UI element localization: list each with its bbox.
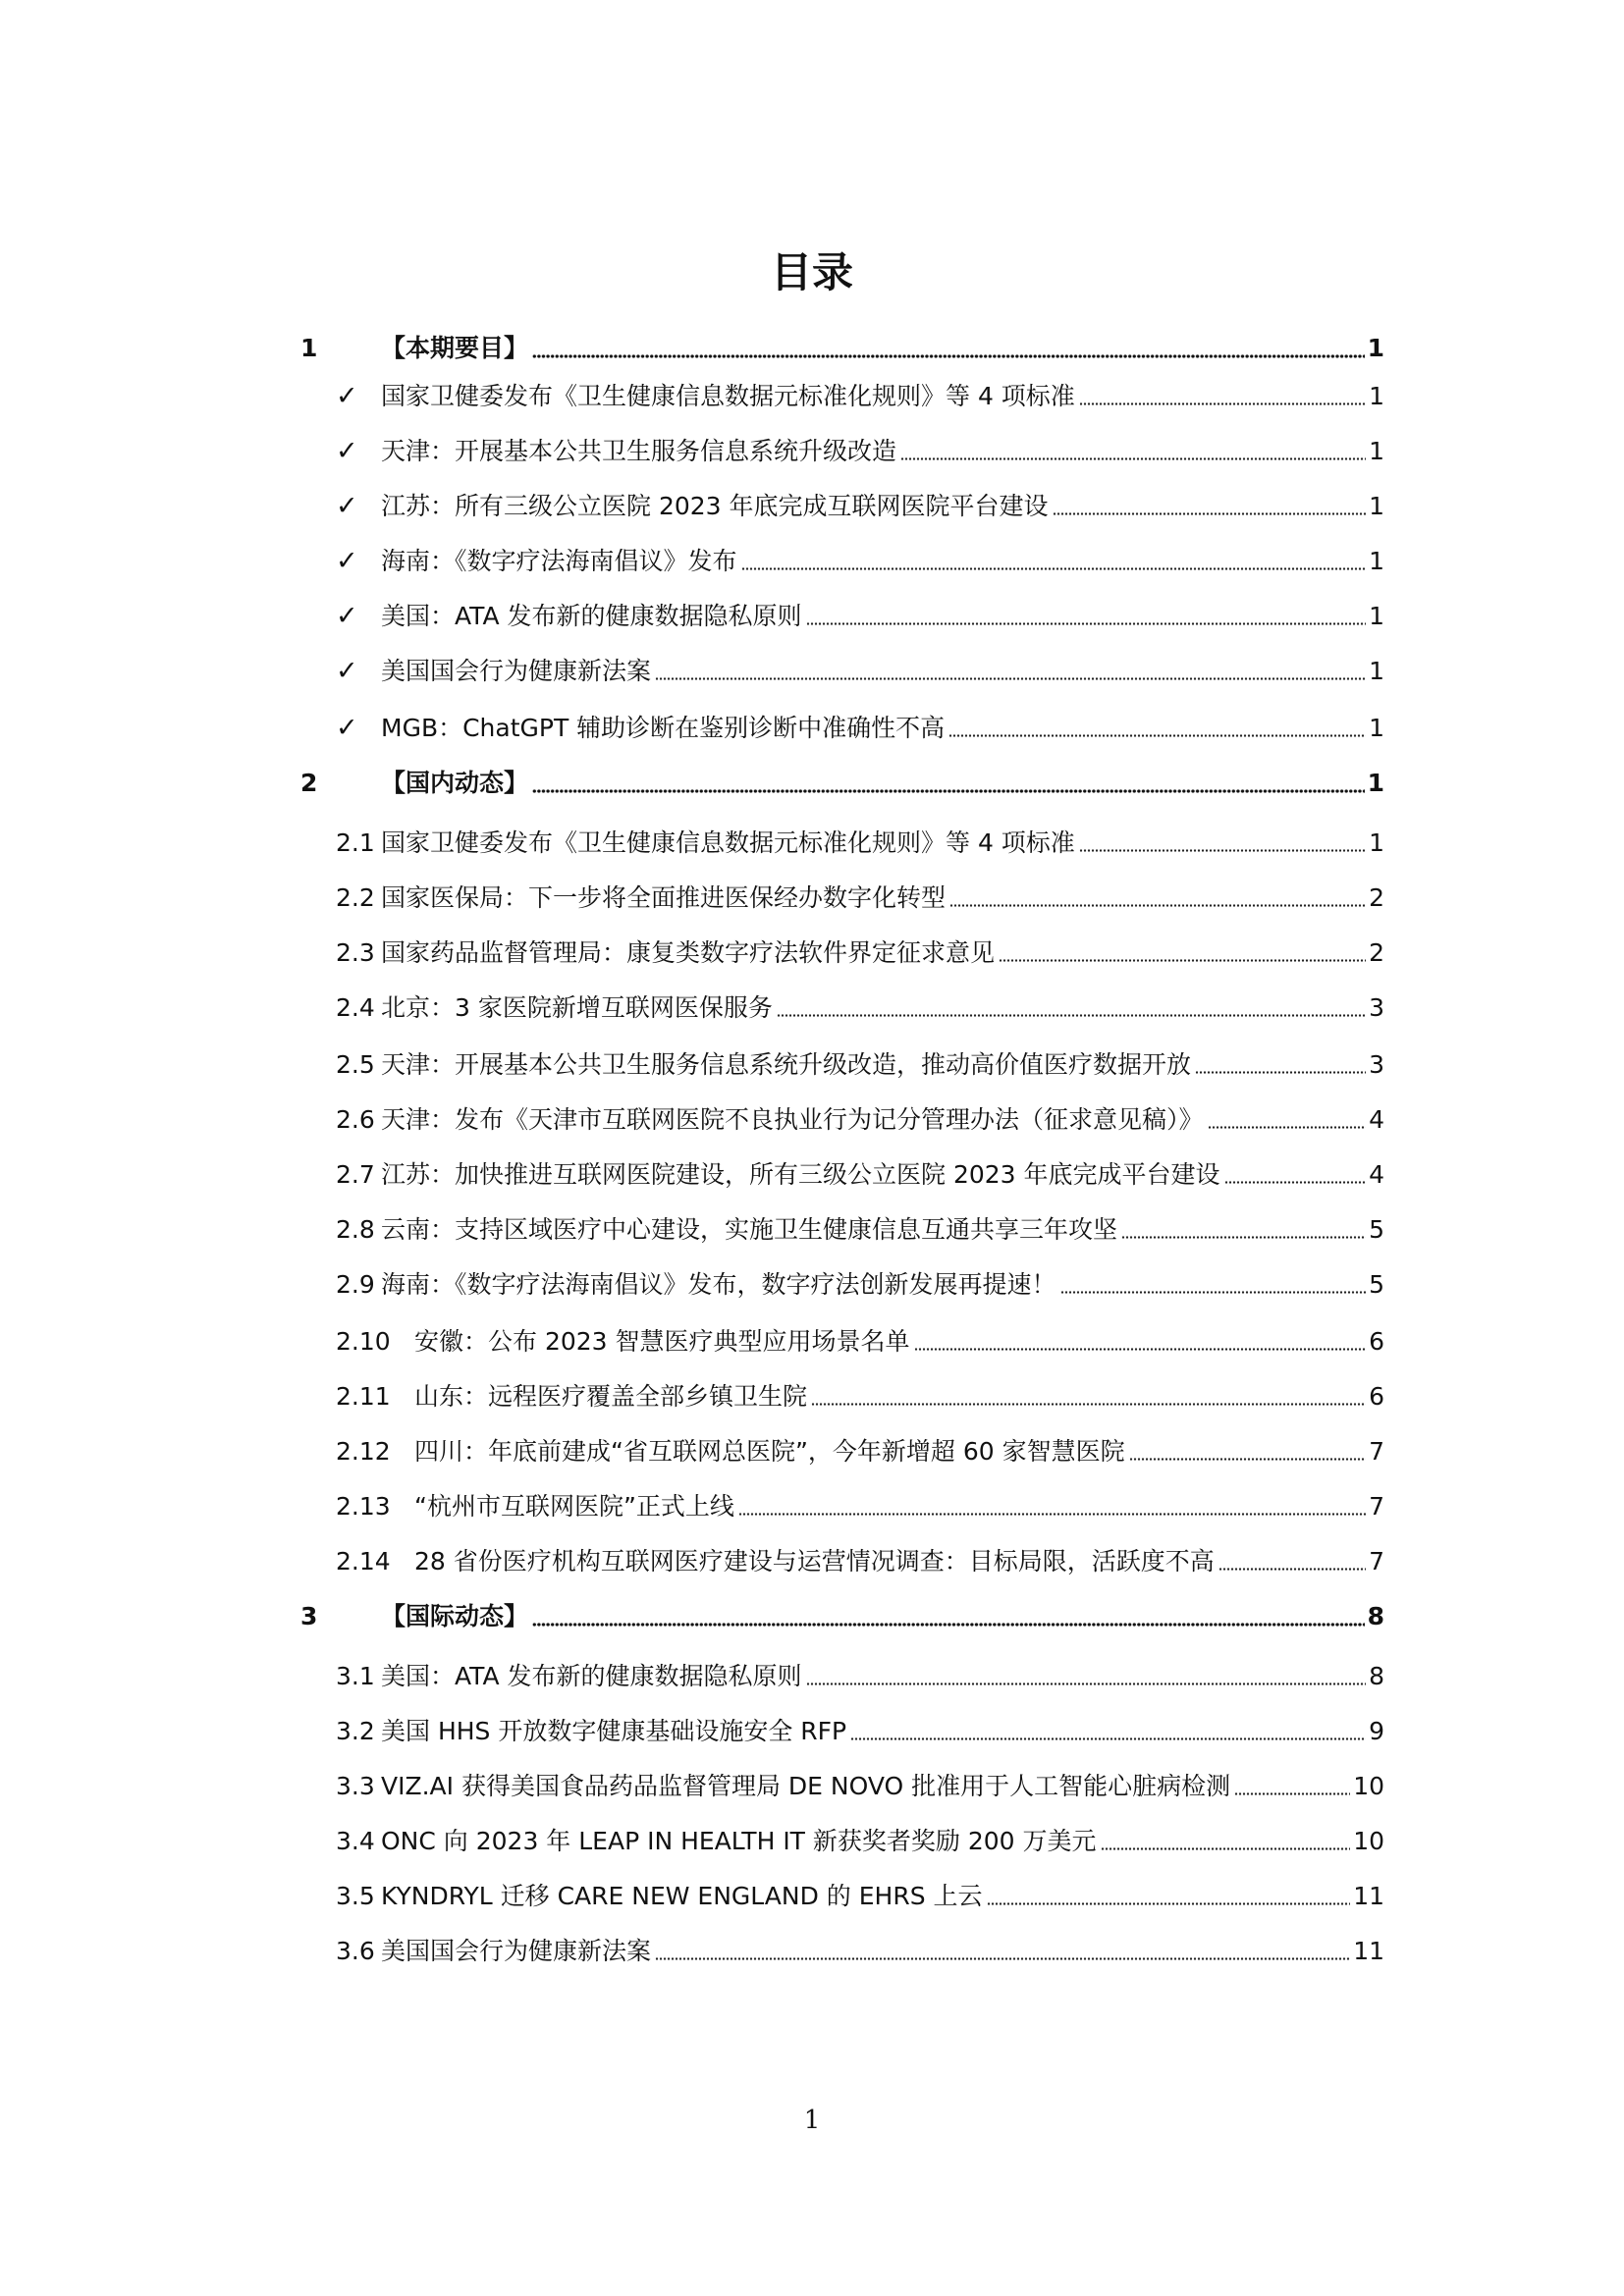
- dot-leader: [949, 904, 1366, 907]
- checkmark-icon: ✓: [336, 601, 358, 631]
- entry-number: 2.4: [336, 993, 375, 1022]
- dot-leader: [655, 1957, 1350, 1960]
- dot-leader: [1079, 849, 1366, 852]
- toc-subsection-entry[interactable]: [300, 1258, 1384, 1302]
- entry-title: ONC 向 2023 年 LEAP IN HEALTH IT 新获奖者奖励 200 万美元: [381, 1827, 1097, 1855]
- toc-subsection-entry[interactable]: [300, 1203, 1384, 1247]
- entry-number: 2.13: [336, 1492, 391, 1521]
- toc-subsection-entry[interactable]: [300, 1815, 1384, 1858]
- entry-title: 【国际动态】: [381, 1602, 529, 1630]
- entry-page-number: 4: [1369, 1160, 1384, 1189]
- page-number: 1: [803, 2106, 821, 2135]
- entry-title: 美国：ATA 发布新的健康数据隐私原则: [381, 1662, 802, 1690]
- toc-subsection-entry[interactable]: [300, 1925, 1384, 1968]
- entry-page-number: 3: [1369, 1050, 1384, 1079]
- entry-page-number: 10: [1353, 1827, 1384, 1855]
- toc-subsection-entry[interactable]: [300, 1760, 1384, 1803]
- dot-leader: [1129, 1458, 1366, 1461]
- entry-title: 国家医保局：下一步将全面推进医保经办数字化转型: [381, 883, 947, 912]
- entry-page-number: 8: [1367, 1602, 1384, 1630]
- dot-leader: [532, 789, 1365, 793]
- entry-title: 国家卫健委发布《卫生健康信息数据元标准化规则》等 4 项标准: [381, 382, 1075, 410]
- dot-leader: [738, 1513, 1366, 1516]
- checkmark-icon: ✓: [336, 381, 358, 411]
- entry-page-number: 1: [1369, 828, 1384, 857]
- entry-page-number: 1: [1367, 334, 1384, 362]
- entry-page-number: 1: [1369, 382, 1384, 410]
- dot-leader: [806, 622, 1367, 625]
- entry-page-number: 11: [1353, 1937, 1384, 1965]
- entry-title: 天津：发布《天津市互联网医院不良执业行为记分管理办法（征求意见稿）》: [381, 1105, 1204, 1134]
- checkmark-icon: ✓: [336, 491, 358, 521]
- entry-title: 安徽：公布 2023 智慧医疗典型应用场景名单: [414, 1327, 910, 1356]
- entry-title: 国家卫健委发布《卫生健康信息数据元标准化规则》等 4 项标准: [381, 828, 1075, 857]
- entry-title: 天津：开展基本公共卫生服务信息系统升级改造，推动高价值医疗数据开放: [381, 1050, 1192, 1079]
- entry-title: 美国国会行为健康新法案: [381, 657, 652, 685]
- entry-page-number: 4: [1369, 1105, 1384, 1134]
- dot-leader: [532, 1623, 1365, 1627]
- entry-page-number: 1: [1369, 657, 1384, 685]
- toc-subsection-entry[interactable]: [300, 1094, 1384, 1137]
- entry-title: 美国：ATA 发布新的健康数据隐私原则: [381, 602, 802, 630]
- dot-leader: [999, 959, 1366, 962]
- entry-page-number: 5: [1369, 1270, 1384, 1299]
- toc-subsection-entry[interactable]: [300, 1425, 1384, 1468]
- toc-highlight-entry[interactable]: [300, 370, 1384, 413]
- entry-number: 2.8: [336, 1215, 375, 1244]
- dot-leader: [987, 1902, 1351, 1905]
- entry-number: 2.12: [336, 1437, 391, 1466]
- entry-number: 2.7: [336, 1160, 375, 1189]
- dot-leader: [811, 1403, 1366, 1406]
- entry-title: 28 省份医疗机构互联网医疗建设与运营情况调查：目标局限，活跃度不高: [414, 1547, 1215, 1575]
- entry-number: 3.2: [336, 1717, 375, 1745]
- entry-number: 2.9: [336, 1270, 375, 1299]
- entry-page-number: 1: [1369, 437, 1384, 465]
- checkmark-icon: ✓: [336, 656, 358, 686]
- entry-number: 2: [300, 769, 318, 797]
- dot-leader: [777, 1014, 1366, 1017]
- entry-title: 山东：远程医疗覆盖全部乡镇卫生院: [414, 1382, 808, 1411]
- entry-page-number: 1: [1367, 769, 1384, 797]
- toc-subsection-entry[interactable]: [300, 1315, 1384, 1359]
- dot-leader: [806, 1682, 1367, 1685]
- dot-leader: [741, 567, 1367, 570]
- dot-leader: [1195, 1071, 1366, 1074]
- dot-leader: [1218, 1568, 1366, 1571]
- toc-subsection-entry[interactable]: [300, 927, 1384, 970]
- dot-leader: [1234, 1792, 1350, 1795]
- entry-number: 3: [300, 1602, 318, 1630]
- toc-subsection-entry[interactable]: [300, 1370, 1384, 1414]
- entry-title: 四川：年底前建成“省互联网总医院”，今年新增超 60 家智慧医院: [414, 1437, 1125, 1466]
- checkmark-icon: ✓: [336, 713, 358, 743]
- entry-page-number: 1: [1369, 547, 1384, 575]
- entry-title: KYNDRYL 迁移 CARE NEW ENGLAND 的 EHRS 上云: [381, 1882, 983, 1910]
- entry-title: 北京：3 家医院新增互联网医保服务: [381, 993, 773, 1022]
- entry-number: 2.1: [336, 828, 375, 857]
- entry-page-number: 6: [1369, 1382, 1384, 1411]
- toc-section-entry[interactable]: [300, 322, 1384, 365]
- entry-title: 云南：支持区域医疗中心建设，实施卫生健康信息互通共享三年攻坚: [381, 1215, 1118, 1244]
- entry-title: VIZ.AI 获得美国食品药品监督管理局 DE NOVO 批准用于人工智能心脏病检测: [381, 1772, 1231, 1800]
- entry-number: 2.2: [336, 883, 375, 912]
- dot-leader: [1053, 512, 1367, 515]
- entry-number: 3.5: [336, 1882, 375, 1910]
- toc-subsection-entry[interactable]: [300, 1039, 1384, 1082]
- entry-title: 国家药品监督管理局：康复类数字疗法软件界定征求意见: [381, 938, 996, 967]
- checkmark-icon: ✓: [336, 546, 358, 576]
- entry-page-number: 1: [1369, 492, 1384, 520]
- entry-title: “杭州市互联网医院”正式上线: [414, 1492, 734, 1521]
- toc-highlight-entry[interactable]: [300, 702, 1384, 745]
- toc-subsection-entry[interactable]: [300, 1535, 1384, 1578]
- entry-page-number: 11: [1353, 1882, 1384, 1910]
- entry-number: 3.6: [336, 1937, 375, 1965]
- entry-page-number: 7: [1369, 1547, 1384, 1575]
- toc-subsection-entry[interactable]: [300, 817, 1384, 860]
- entry-page-number: 7: [1369, 1492, 1384, 1521]
- toc-title: 目录: [770, 248, 853, 296]
- entry-page-number: 10: [1353, 1772, 1384, 1800]
- entry-number: 3.1: [336, 1662, 375, 1690]
- entry-number: 2.11: [336, 1382, 391, 1411]
- entry-title: 江苏：加快推进互联网医院建设，所有三级公立医院 2023 年底完成平台建设: [381, 1160, 1220, 1189]
- toc-subsection-entry[interactable]: [300, 982, 1384, 1025]
- toc-subsection-entry[interactable]: [300, 1705, 1384, 1748]
- entry-page-number: 1: [1369, 602, 1384, 630]
- entry-number: 2.3: [336, 938, 375, 967]
- toc-subsection-entry[interactable]: [300, 1650, 1384, 1693]
- dot-leader: [914, 1348, 1367, 1351]
- entry-title: 【国内动态】: [381, 769, 529, 797]
- dot-leader: [1121, 1236, 1366, 1239]
- dot-leader: [948, 734, 1366, 737]
- entry-number: 3.4: [336, 1827, 375, 1855]
- toc-highlight-entry[interactable]: [300, 425, 1384, 468]
- entry-page-number: 8: [1369, 1662, 1384, 1690]
- entry-number: 2.6: [336, 1105, 375, 1134]
- dot-leader: [1060, 1291, 1367, 1294]
- entry-page-number: 6: [1369, 1327, 1384, 1356]
- entry-number: 2.10: [336, 1327, 391, 1356]
- dot-leader: [1101, 1847, 1351, 1850]
- entry-page-number: 9: [1369, 1717, 1384, 1745]
- entry-number: 3.3: [336, 1772, 375, 1800]
- dot-leader: [532, 354, 1365, 358]
- entry-title: 江苏：所有三级公立医院 2023 年底完成互联网医院平台建设: [381, 492, 1049, 520]
- toc-section-entry[interactable]: [300, 1590, 1384, 1633]
- entry-number: 2.14: [336, 1547, 391, 1575]
- dot-leader: [850, 1737, 1366, 1740]
- entry-title: 美国国会行为健康新法案: [381, 1937, 652, 1965]
- entry-title: 海南：《数字疗法海南倡议》发布: [381, 547, 737, 575]
- toc-highlight-entry[interactable]: [300, 480, 1384, 523]
- entry-title: 【本期要目】: [381, 334, 529, 362]
- toc-subsection-entry[interactable]: [300, 1870, 1384, 1913]
- dot-leader: [1079, 402, 1366, 405]
- entry-title: MGB：ChatGPT 辅助诊断在鉴别诊断中准确性不高: [381, 714, 946, 742]
- toc-section-entry[interactable]: [300, 757, 1384, 800]
- toc-highlight-entry[interactable]: [300, 645, 1384, 688]
- entry-page-number: 5: [1369, 1215, 1384, 1244]
- dot-leader: [1224, 1181, 1367, 1184]
- entry-page-number: 2: [1369, 938, 1384, 967]
- entry-title: 天津：开展基本公共卫生服务信息系统升级改造: [381, 437, 897, 465]
- entry-page-number: 7: [1369, 1437, 1384, 1466]
- toc-highlight-entry[interactable]: [300, 590, 1384, 633]
- dot-leader: [1208, 1126, 1367, 1129]
- checkmark-icon: ✓: [336, 436, 358, 466]
- entry-number: 1: [300, 334, 318, 362]
- entry-page-number: 2: [1369, 883, 1384, 912]
- dot-leader: [900, 457, 1366, 460]
- entry-title: 美国 HHS 开放数字健康基础设施安全 RFP: [381, 1717, 847, 1745]
- dot-leader: [655, 677, 1366, 680]
- toc-subsection-entry[interactable]: [300, 872, 1384, 915]
- entry-number: 2.5: [336, 1050, 375, 1079]
- toc-highlight-entry[interactable]: [300, 535, 1384, 578]
- toc-subsection-entry[interactable]: [300, 1480, 1384, 1523]
- entry-page-number: 1: [1369, 714, 1384, 742]
- entry-title: 海南：《数字疗法海南倡议》发布，数字疗法创新发展再提速！: [381, 1270, 1056, 1299]
- entry-page-number: 3: [1369, 993, 1384, 1022]
- toc-subsection-entry[interactable]: [300, 1148, 1384, 1192]
